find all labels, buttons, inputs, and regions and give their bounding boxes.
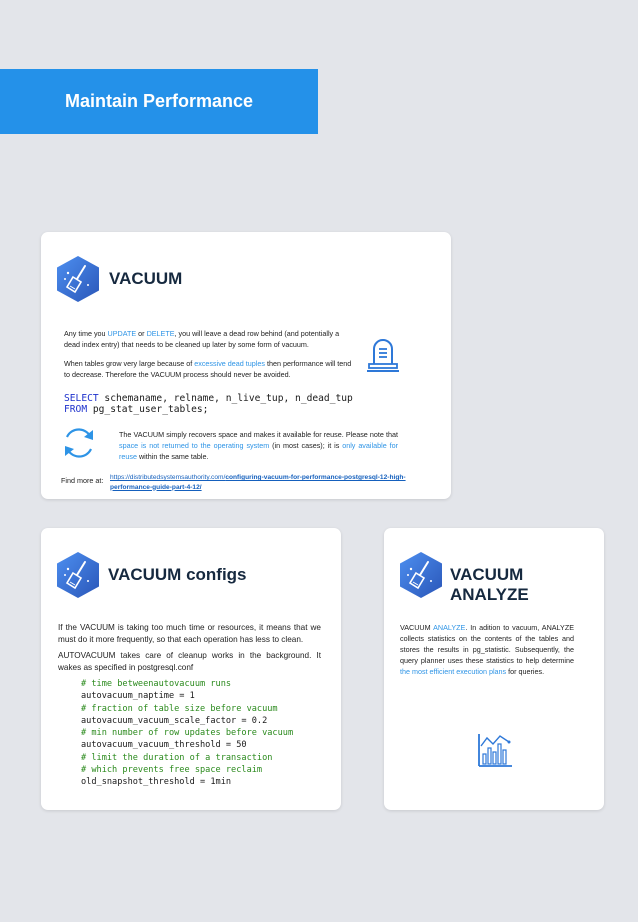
broom-icon [56, 551, 100, 599]
configs-paragraph-1: If the VACUUM is taking too much time or resources, it means that we must do it more frequently, so that each operation has less to clean. [58, 623, 321, 644]
broom-icon [399, 551, 443, 599]
vacuum-configs-card [41, 528, 341, 810]
bar-chart-icon [476, 732, 514, 770]
article-link[interactable]: https://distributedsystemsauthority.com/configuring-vacuum-for-performance-postgresql-12-high-performance-guide-part-4-12/ [110, 474, 406, 491]
code-line: # which prevents free space reclaim [81, 765, 263, 776]
vacuum-paragraph-3: The VACUUM simply recovers space and makes it available for reuse. Please note that space is not returned to the operating system (in most cases); it is only available for reuse within the same table. [119, 430, 398, 461]
vacuum-title: VACUUM [109, 269, 183, 288]
vacuum-card [41, 232, 451, 499]
code-line: autovacuum_vacuum_scale_factor = 0.2 [81, 715, 268, 726]
code-line: autovacuum_vacuum_threshold = 50 [81, 740, 247, 751]
vacuum-analyze-card [384, 528, 604, 810]
configs-title: VACUUM configs [108, 565, 247, 584]
code-line: # limit the duration of a transaction [81, 752, 273, 763]
broom-icon [56, 255, 100, 303]
configs-paragraph-2: AUTOVACUUM takes care of cleanup works in the background. It wakes as specified in postgresql.conf [58, 651, 321, 672]
refresh-icon [60, 424, 98, 462]
code-line: autovacuum_naptime = 1 [81, 691, 195, 702]
config-code [81, 678, 293, 789]
find-more-label: Find more at: [61, 476, 104, 485]
code-line: # fraction of table size before vacuum [81, 703, 278, 714]
sql-code: SELECT schemaname, relname, n_live_tup, n_dead_tup FROM pg_stat_user_tables; [64, 393, 353, 415]
analyze-title: VACUUM ANALYZE [450, 565, 529, 604]
code-line: # time betweenautovacuum runs [81, 679, 232, 689]
vacuum-paragraph-1: Any time you UPDATE or DELETE, you will leave a dead row behind (and potentially a dead index entry) that needs to be cleaned up later by some form of vacuum. [64, 329, 340, 349]
code-line: # min number of row updates before vacuum [81, 728, 294, 739]
vacuum-paragraph-2: When tables grow very large because of excessive dead tuples then performance will tend to decrease. Therefore the VACUUM process should never be avoided. [64, 359, 352, 379]
tombstone-icon [365, 336, 401, 374]
banner-title: Maintain Performance [65, 91, 254, 111]
code-line: old_snapshot_threshold = 1min [81, 777, 232, 788]
section-banner [0, 69, 318, 134]
analyze-paragraph: VACUUM ANALYZE. In adition to vacuum, ANALYZE collects statistics on the contents of the tables and stores the results in pg_statistic. Subsequently, the query planner uses these statistics to help determine the most efficient execution plans for queries. [400, 623, 575, 676]
